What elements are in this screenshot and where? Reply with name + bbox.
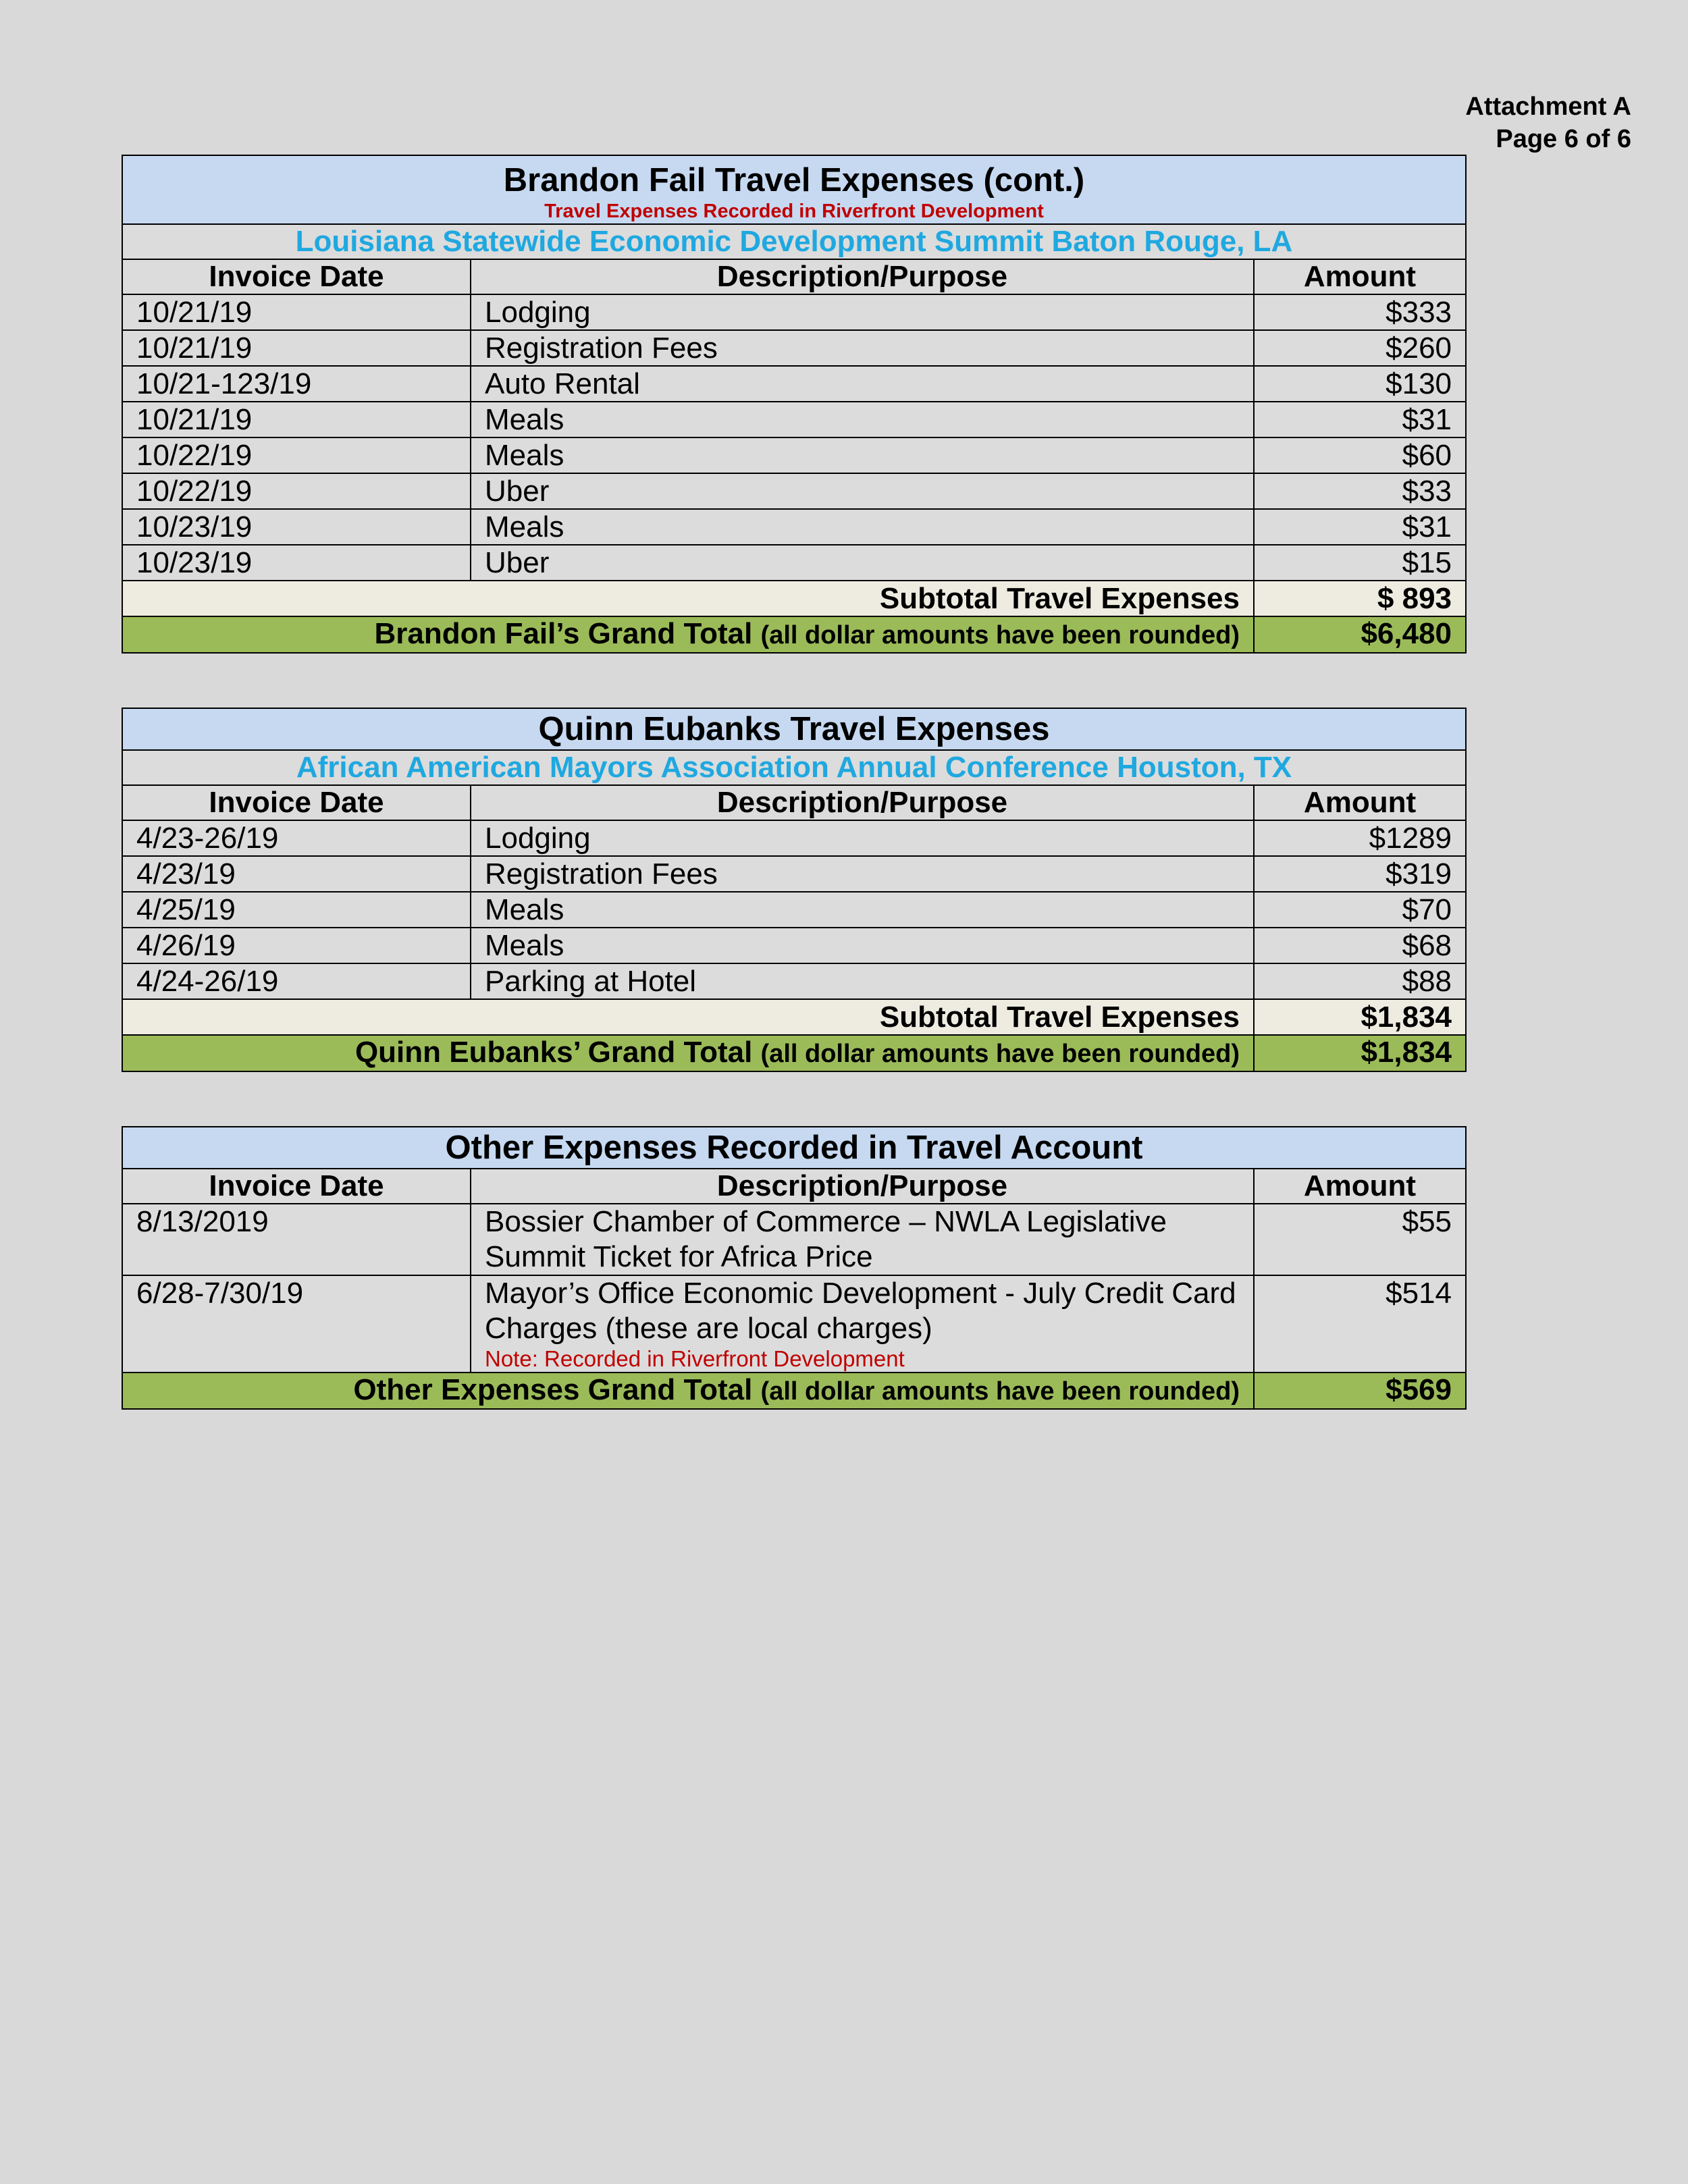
page-number: Page 6 of 6 [1496,125,1631,153]
cell-description: Uber [471,545,1254,581]
cell-amount: $1289 [1254,820,1466,856]
grand-total-label: Other Expenses Grand Total [353,1373,753,1406]
cell-description: Mayor’s Office Economic Development - July Credit Card Charges (these are local charges) [485,1277,1236,1345]
cell-description: Uber [471,473,1254,509]
cell-date: 4/24-26/19 [122,963,471,999]
table-row [122,856,1466,892]
grand-total-label: Quinn Eubanks’ Grand Total [354,1036,753,1069]
cell-description-block [471,1275,1254,1373]
subtotal-label: Subtotal Travel Expenses [122,581,1254,616]
brandon-expense-table [122,155,1467,654]
cell-amount: $333 [1254,294,1466,330]
quinn-expense-table [122,708,1467,1072]
cell-date: 10/23/19 [122,545,471,581]
cell-amount: $15 [1254,545,1466,581]
cell-amount: $55 [1254,1204,1466,1275]
cell-date: 10/23/19 [122,509,471,545]
subtotal-value: $1,834 [1254,999,1466,1035]
cell-description: Parking at Hotel [471,963,1254,999]
grand-total-label: Brandon Fail’s Grand Total [374,617,753,650]
cell-amount: $68 [1254,928,1466,963]
grand-total-label-cell [122,1373,1254,1409]
cell-date: 6/28-7/30/19 [122,1275,471,1373]
grand-total-row [122,1373,1466,1409]
table-title-row [122,708,1466,750]
table-row [122,1275,1466,1373]
cell-amount: $88 [1254,963,1466,999]
cell-description: Registration Fees [471,330,1254,366]
cell-date: 10/21/19 [122,294,471,330]
table-row [122,402,1466,437]
subtotal-value: $ 893 [1254,581,1466,616]
table-row [122,963,1466,999]
subtotal-label: Subtotal Travel Expenses [122,999,1254,1035]
table-row [122,366,1466,402]
attachment-label: Attachment A [1465,92,1631,121]
table-row [122,545,1466,581]
cell-date: 8/13/2019 [122,1204,471,1275]
cell-description: Meals [471,437,1254,473]
other-expense-table [122,1126,1467,1410]
cell-amount: $70 [1254,892,1466,928]
table-title: Other Expenses Recorded in Travel Account [122,1127,1466,1169]
cell-description: Meals [471,402,1254,437]
table-title: Quinn Eubanks Travel Expenses [122,708,1466,750]
table-row [122,892,1466,928]
cell-date: 10/22/19 [122,473,471,509]
cell-description: Meals [471,892,1254,928]
cell-date: 4/23-26/19 [122,820,471,856]
cell-date: 4/26/19 [122,928,471,963]
column-header-description: Description/Purpose [471,785,1254,820]
grand-total-value: $569 [1254,1373,1466,1409]
column-header-description: Description/Purpose [471,259,1254,294]
cell-description: Lodging [471,820,1254,856]
rounding-note: (all dollar amounts have been rounded) [760,1377,1240,1406]
table-row [122,294,1466,330]
event-name: African American Mayors Association Annual Conference Houston, TX [122,750,1466,785]
column-header-date: Invoice Date [122,785,471,820]
table-row [122,509,1466,545]
cell-amount: $33 [1254,473,1466,509]
cell-date: 4/23/19 [122,856,471,892]
cell-amount: $130 [1254,366,1466,402]
cell-description: Meals [471,509,1254,545]
rounding-note: (all dollar amounts have been rounded) [760,621,1240,649]
cell-description: Bossier Chamber of Commerce – NWLA Legislative Summit Ticket for Africa Price [471,1204,1254,1275]
column-header-row [122,1169,1466,1204]
cell-amount: $319 [1254,856,1466,892]
cell-description: Lodging [471,294,1254,330]
grand-total-row [122,1035,1466,1071]
table-title-row [122,1127,1466,1169]
grand-total-value: $6,480 [1254,616,1466,653]
table-row [122,473,1466,509]
table-title-row [122,155,1466,224]
event-row [122,224,1466,259]
event-row [122,750,1466,785]
column-header-amount: Amount [1254,259,1466,294]
table-row [122,928,1466,963]
attachment-header [1465,90,1631,155]
column-header-amount: Amount [1254,1169,1466,1204]
cell-description: Registration Fees [471,856,1254,892]
cell-date: 10/21/19 [122,402,471,437]
table-title-cell [122,155,1466,224]
cell-amount: $31 [1254,402,1466,437]
event-name: Louisiana Statewide Economic Development Summit Baton Rouge, LA [122,224,1466,259]
table-title: Brandon Fail Travel Expenses (cont.) [503,162,1085,198]
cell-amount: $514 [1254,1275,1466,1373]
cell-description: Auto Rental [471,366,1254,402]
table-row [122,1204,1466,1275]
grand-total-label-cell [122,616,1254,653]
table-row [122,330,1466,366]
table-subtitle: Travel Expenses Recorded in Riverfront Development [544,201,1044,222]
column-header-amount: Amount [1254,785,1466,820]
table-row [122,820,1466,856]
cell-description: Meals [471,928,1254,963]
column-header-description: Description/Purpose [471,1169,1254,1204]
column-header-date: Invoice Date [122,1169,471,1204]
cell-amount: $31 [1254,509,1466,545]
column-header-row [122,785,1466,820]
subtotal-row [122,581,1466,616]
cell-amount: $60 [1254,437,1466,473]
rounding-note: (all dollar amounts have been rounded) [760,1040,1240,1068]
grand-total-row [122,616,1466,653]
cell-amount: $260 [1254,330,1466,366]
column-header-row [122,259,1466,294]
cell-date: 10/21/19 [122,330,471,366]
column-header-date: Invoice Date [122,259,471,294]
row-note: Note: Recorded in Riverfront Development [485,1346,905,1371]
cell-date: 4/25/19 [122,892,471,928]
cell-date: 10/21-123/19 [122,366,471,402]
table-row [122,437,1466,473]
grand-total-label-cell [122,1035,1254,1071]
grand-total-value: $1,834 [1254,1035,1466,1071]
subtotal-row [122,999,1466,1035]
cell-date: 10/22/19 [122,437,471,473]
